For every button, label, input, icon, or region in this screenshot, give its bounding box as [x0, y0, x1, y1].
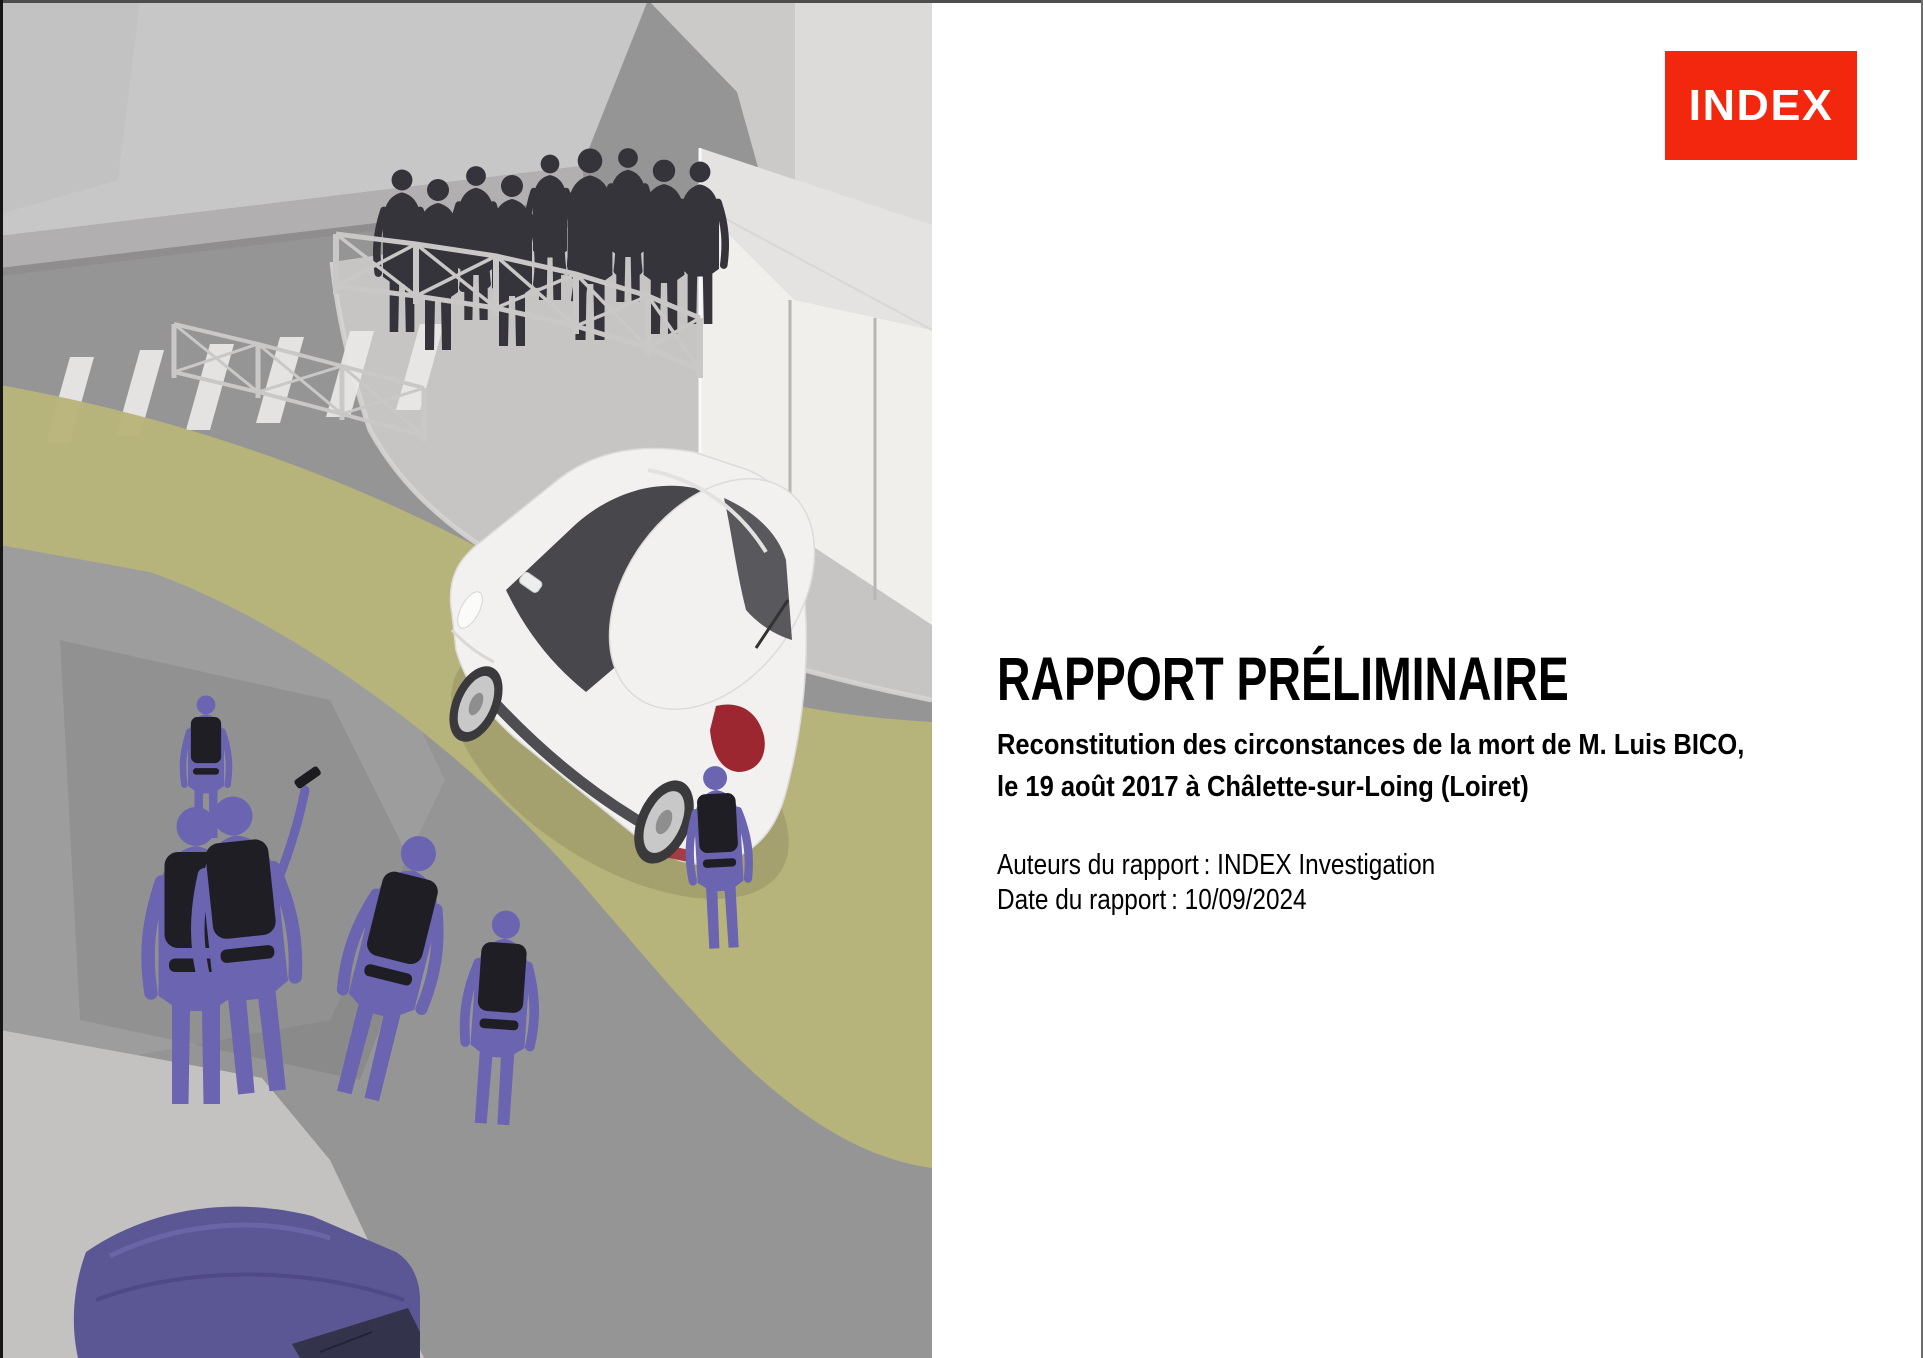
page-title: RAPPORT PRÉLIMINAIRE	[997, 645, 1569, 713]
report-subtitle	[997, 724, 1744, 808]
date-line: Date du rapport : 10/09/2024	[997, 884, 1307, 916]
window-border-left	[0, 0, 3, 1358]
reconstruction-render	[0, 0, 932, 1358]
index-logo-text: INDEX	[1688, 80, 1834, 130]
authors-line: Auteurs du rapport : INDEX Investigation	[997, 849, 1436, 881]
window-border-top	[0, 0, 1923, 3]
subtitle-line-2: le 19 août 2017 à Châlette-sur-Loing (Loiret)	[997, 771, 1529, 803]
index-logo	[1665, 51, 1857, 160]
subtitle-line-1: Reconstitution des circonstances de la mort de M. Luis BICO,	[997, 729, 1745, 761]
